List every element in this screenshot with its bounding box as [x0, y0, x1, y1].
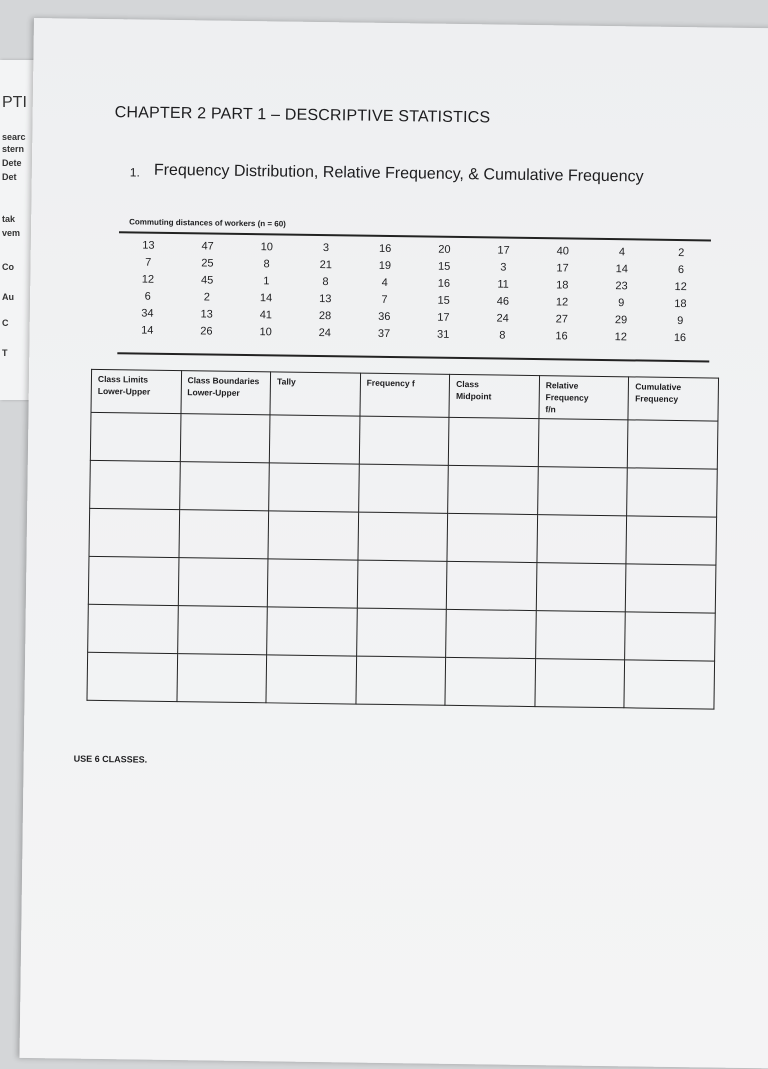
empty-cell[interactable]	[537, 467, 627, 516]
data-value: 19	[378, 259, 392, 273]
data-value: 14	[141, 324, 154, 337]
empty-cell[interactable]	[178, 558, 268, 607]
margin-fragment: Dete	[2, 158, 22, 168]
column-header-line: Relative	[545, 380, 579, 391]
data-value: 8	[263, 258, 270, 271]
frequency-distribution-table	[86, 369, 719, 710]
column-header-line: Tally	[277, 376, 296, 387]
empty-cell[interactable]	[356, 656, 446, 705]
data-value: 4	[381, 276, 388, 289]
empty-cell[interactable]	[535, 611, 625, 660]
margin-fragment: Co	[2, 262, 14, 272]
data-value: 14	[259, 292, 273, 305]
empty-cell[interactable]	[90, 460, 180, 509]
empty-cell[interactable]	[625, 612, 715, 661]
column-header	[270, 372, 360, 416]
table-row	[88, 604, 716, 661]
data-value: 47	[201, 240, 214, 253]
empty-cell[interactable]	[358, 512, 448, 561]
empty-cell[interactable]	[626, 564, 716, 613]
empty-cell[interactable]	[269, 415, 359, 464]
column-header-line: Lower-Upper	[97, 385, 151, 397]
data-value: 46	[496, 295, 510, 308]
data-caption: Commuting distances of workers (n = 60)	[129, 217, 286, 229]
data-value: 16	[673, 331, 687, 345]
data-value: 17	[497, 244, 510, 257]
empty-cell[interactable]	[87, 652, 177, 701]
question-heading: Frequency Distribution, Relative Frequency, & Cumulative Frequency	[153, 161, 644, 186]
margin-fragment: Au	[2, 292, 14, 302]
column-header-line: Frequency	[545, 392, 589, 403]
data-value: 2	[203, 291, 211, 304]
column-header-line: Lower-Upper	[187, 387, 240, 398]
data-value: 2	[678, 247, 685, 260]
column-header	[539, 376, 629, 420]
margin-fragment: stern	[2, 144, 25, 154]
margin-fragment: T	[2, 348, 8, 358]
data-value: 4	[618, 246, 626, 259]
data-value: 15	[437, 294, 450, 307]
data-bottom-rule	[117, 352, 709, 362]
data-value: 36	[378, 310, 391, 324]
data-value: 15	[437, 260, 451, 273]
column-header	[628, 377, 718, 421]
data-value: 23	[615, 280, 628, 293]
data-value: 25	[201, 257, 214, 270]
column-header-line: Cumulative	[635, 381, 682, 393]
data-value: 16	[555, 330, 568, 343]
data-value: 12	[141, 273, 155, 286]
empty-cell[interactable]	[536, 563, 626, 612]
empty-cell[interactable]	[447, 561, 537, 610]
empty-cell[interactable]	[359, 416, 449, 465]
data-value: 13	[319, 293, 332, 306]
page-title: CHAPTER 2 PART 1 – DESCRIPTIVE STATISTICS	[114, 104, 491, 127]
data-value: 13	[142, 239, 155, 252]
column-header	[181, 371, 271, 415]
table-row	[89, 508, 717, 565]
data-value: 16	[378, 242, 392, 256]
data-value: 18	[674, 297, 687, 311]
margin-fragment: C	[2, 318, 9, 328]
data-value: 37	[377, 327, 391, 341]
table-row	[90, 412, 718, 469]
data-value: 34	[141, 307, 154, 320]
empty-cell[interactable]	[628, 420, 718, 469]
data-value: 6	[677, 264, 685, 277]
column-header	[360, 373, 450, 417]
empty-cell[interactable]	[624, 660, 714, 709]
empty-cell[interactable]	[358, 464, 448, 513]
data-value: 12	[674, 280, 687, 294]
table-row	[90, 460, 718, 517]
empty-cell[interactable]	[535, 659, 625, 708]
data-value: 20	[438, 243, 451, 256]
commuting-data-grid	[118, 239, 711, 344]
data-value: 12	[614, 331, 627, 344]
column-header-line: f/n	[545, 404, 556, 415]
empty-cell[interactable]	[449, 417, 539, 466]
margin-fragment: searc	[2, 132, 26, 142]
data-value: 8	[499, 329, 506, 342]
data-value: 7	[145, 256, 152, 269]
data-value: 21	[319, 259, 332, 272]
data-value: 12	[555, 296, 569, 309]
data-value: 17	[556, 262, 569, 275]
table-row	[87, 652, 715, 709]
data-value: 3	[500, 261, 507, 274]
column-header-line: Frequency f	[366, 377, 415, 389]
empty-cell[interactable]	[267, 607, 357, 656]
data-value: 24	[496, 312, 509, 325]
data-value: 41	[259, 309, 273, 322]
data-value: 26	[200, 325, 213, 338]
empty-cell[interactable]	[447, 513, 537, 562]
column-header-line: Class	[456, 378, 479, 390]
margin-fragment: vem	[2, 228, 21, 238]
worksheet-page	[19, 18, 768, 1069]
data-value: 29	[614, 314, 628, 327]
column-header-line: Frequency	[635, 393, 679, 405]
empty-cell[interactable]	[537, 515, 627, 564]
empty-cell[interactable]	[179, 462, 269, 511]
question-number: 1.	[129, 165, 140, 180]
empty-cell[interactable]	[269, 463, 359, 512]
empty-cell[interactable]	[356, 608, 446, 657]
empty-cell[interactable]	[88, 556, 178, 605]
empty-cell[interactable]	[177, 654, 267, 703]
data-value: 45	[200, 274, 214, 287]
empty-cell[interactable]	[89, 508, 179, 557]
data-value: 9	[618, 297, 625, 310]
data-value: 10	[260, 241, 274, 254]
data-value: 8	[322, 276, 329, 289]
empty-cell[interactable]	[267, 559, 357, 608]
data-value: 6	[144, 290, 151, 303]
empty-cell[interactable]	[448, 465, 538, 514]
data-value: 7	[381, 293, 388, 306]
margin-fragment: PTI	[2, 94, 27, 111]
margin-fragment: Det	[2, 172, 17, 182]
empty-cell[interactable]	[88, 604, 178, 653]
empty-cell[interactable]	[180, 414, 270, 463]
empty-cell[interactable]	[445, 657, 535, 706]
column-header-line: Class Limits	[97, 373, 149, 385]
data-value: 16	[437, 277, 451, 290]
margin-fragment: tak	[2, 214, 16, 224]
data-value: 1	[263, 275, 270, 288]
column-header-line: Class Boundaries	[187, 375, 260, 387]
empty-cell[interactable]	[268, 511, 358, 560]
empty-cell[interactable]	[357, 560, 447, 609]
column-header-line: Midpoint	[455, 390, 492, 402]
data-value: 18	[556, 279, 569, 292]
empty-cell[interactable]	[179, 510, 269, 559]
data-value: 27	[555, 313, 569, 326]
data-value: 40	[556, 245, 569, 258]
data-value: 24	[318, 327, 332, 340]
column-header	[449, 374, 539, 418]
data-value: 11	[497, 278, 509, 291]
data-value: 28	[318, 310, 332, 323]
table-row	[88, 556, 716, 613]
data-value: 17	[437, 311, 450, 324]
empty-cell[interactable]	[90, 412, 180, 461]
empty-cell[interactable]	[627, 468, 717, 517]
data-value: 9	[677, 315, 684, 328]
empty-cell[interactable]	[266, 655, 356, 704]
empty-cell[interactable]	[177, 606, 267, 655]
data-value: 14	[615, 263, 628, 276]
data-value: 10	[259, 326, 272, 339]
instruction-note: USE 6 CLASSES.	[73, 753, 148, 765]
data-value: 13	[200, 308, 213, 321]
data-value: 3	[322, 242, 330, 255]
empty-cell[interactable]	[446, 609, 536, 658]
empty-cell[interactable]	[626, 516, 716, 565]
empty-cell[interactable]	[538, 419, 628, 468]
data-value: 31	[437, 328, 450, 341]
column-header	[91, 369, 181, 413]
